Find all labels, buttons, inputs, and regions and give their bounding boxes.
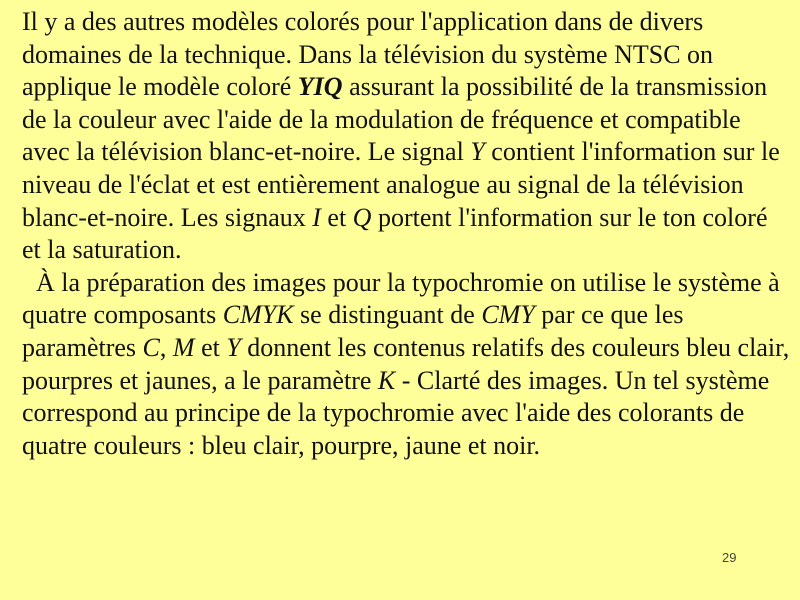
text-run: assurant la possibilité de la transmission de la couleur avec l'aide de la modulation de fréquence et compatible avec la télévision blanc-et-noire. Le signal: [22, 72, 768, 167]
text-run: ,: [159, 332, 173, 362]
emphasis-run: CMY: [481, 300, 535, 330]
text-run: se distinguant de: [293, 300, 482, 330]
emphasis-run: K: [377, 365, 396, 395]
text-run: portent l'information sur le ton coloré et la saturation.: [22, 202, 768, 265]
emphasis-run: I: [312, 202, 321, 232]
emphasis-run: CMYK: [222, 300, 294, 330]
emphasis-run: Y: [470, 137, 485, 167]
text-run: À la préparation des images pour la typochromie on utilise le système à quatre composants: [22, 267, 780, 330]
text-run: - Clarté des images. Un tel système correspond au principe de la typochromie avec l'aide des colorants de quatre couleurs : bleu clair, pourpre, jaune et noir.: [22, 365, 770, 460]
text-run: Il y a des autres modèles colorés pour l'application dans de divers domaines de la technique. Dans la télévision du système NTSC on applique le modèle coloré: [22, 7, 714, 102]
emphasis-run: Q: [352, 202, 372, 232]
text-run: donnent les contenus relatifs des couleurs bleu clair, pourpres et jaunes, a le paramètre: [22, 332, 790, 395]
emphasis-run: Y: [226, 332, 241, 362]
text-run: et: [320, 202, 353, 232]
emphasis-run: C: [142, 332, 160, 362]
slide-text: [22, 6, 792, 462]
paragraph-ntsc-yiq: [22, 6, 792, 267]
text-run: par ce que les paramètres: [22, 300, 684, 362]
page-number: 29: [722, 550, 737, 565]
emphasis-run: YIQ: [297, 72, 343, 102]
paragraph-cmyk: [22, 267, 792, 463]
text-run: et: [194, 332, 227, 362]
emphasis-run: M: [172, 332, 195, 362]
text-run: contient l'information sur le niveau de l'éclat et est entièrement analogue au signal de la télévision blanc-et-noire. Les signaux: [22, 137, 780, 232]
